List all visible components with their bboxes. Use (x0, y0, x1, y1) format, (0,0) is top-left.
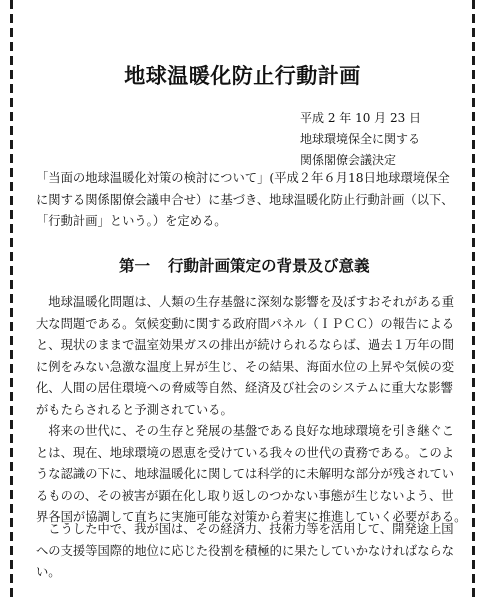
text-line: るものの、その被害が顕在化し取り返しのつかない事態が生じないよう、世 (36, 488, 454, 503)
text-line: 将来の世代に、その生存と発展の基盤である良好な地球環境を引き継ぐこ (36, 424, 455, 438)
section-number: 第一 (119, 257, 151, 275)
text-line: い。 (36, 565, 61, 579)
text-line: うな認識の下に、地球温暖化に関しては科学的に未解明な部分が残されてい (36, 467, 455, 481)
decision-date: 平成 2 年 10 月 23 日 (300, 111, 422, 125)
text-line: 地球温暖化問題は、人類の生存基盤に深刻な影響を及ぼすおそれがある重 (36, 295, 455, 309)
text-line: 大な問題である。気候変動に関する政府間パネル（ＩＰＣＣ）の報告による (36, 316, 455, 331)
text-line: とは、現在、地球環境の恩恵を受けている我々の世代の責務である。このよ (36, 445, 455, 460)
decision-body-line1: 地球環境保全に関する (300, 132, 421, 146)
section-heading (119, 254, 370, 276)
text-line: がもたらされると予測されている。 (36, 402, 233, 417)
body-paragraph-1 (36, 292, 455, 421)
text-line: こうした中で、我が国は、その経済力、技術力等を活用して、開発途上国 (36, 522, 454, 536)
decision-body-line2: 関係閣僚会議決定 (300, 153, 397, 167)
text-line: に関する関係閣僚会議申合せ）に基づき、地球温暖化防止行動計画（以下、 (36, 192, 454, 207)
text-line: に例をみない急激な温度上昇が生じ、その結果、海面水位の上昇や気候の変 (36, 359, 455, 374)
text-line: 「当面の地球温暖化対策の検討について」(平成２年６月18日地球環境保全 (36, 171, 450, 185)
decision-block (300, 108, 421, 171)
document-title: 地球温暖化防止行動計画 (124, 64, 361, 88)
body-paragraph-3 (36, 519, 455, 584)
intro-paragraph (36, 168, 454, 233)
text-line: 化、人間の居住環境への脅威等自然、経済及び社会のシステムに重大な影響 (36, 381, 453, 395)
text-line: への支援等国際的地位に応じた役割を積極的に果たしていかなければならな (36, 543, 455, 558)
text-line: 界各国が協調して直ちに実施可能な対策から着実に推進していく必要がある。 (36, 510, 467, 524)
section-title: 行動計画策定の背景及び意義 (168, 257, 370, 275)
text-line: 「行動計画」という。）を定める。 (36, 214, 227, 228)
text-line: と、現状のままで温室効果ガスの排出が続けられるならば、過去１万年の間 (36, 338, 455, 352)
